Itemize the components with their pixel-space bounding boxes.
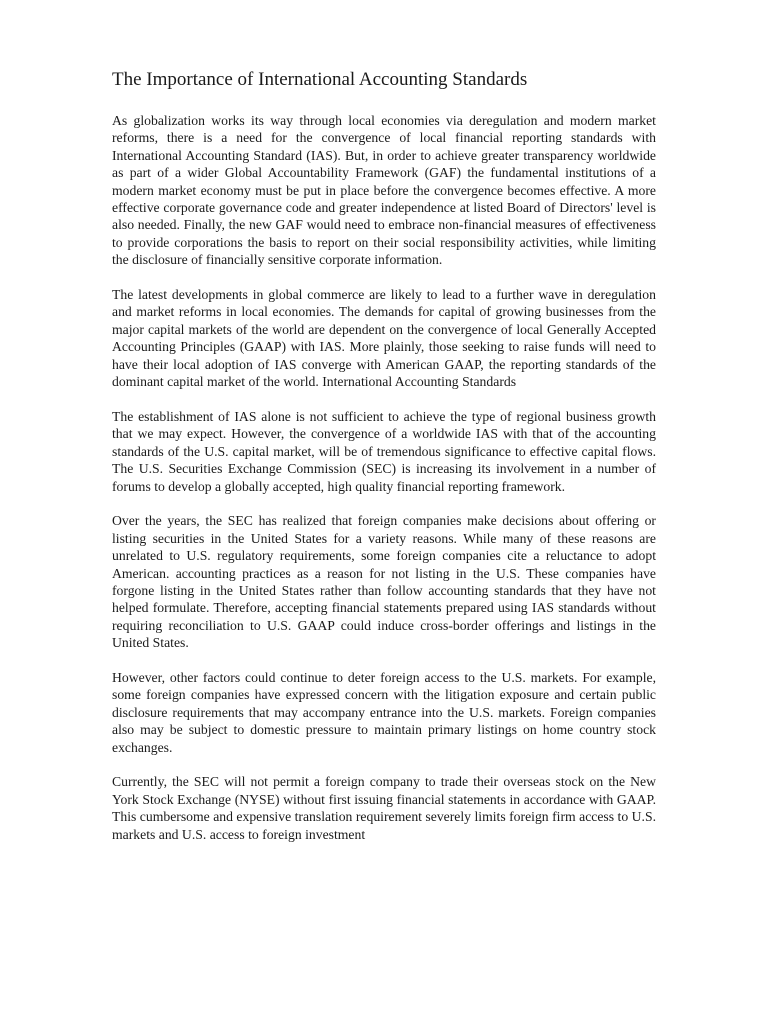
- paragraph-4: Over the years, the SEC has realized that foreign companies make decisions about offering or listing securities in the United States for a variety reasons. While many of these reasons are unrelated to U.S. regulatory requirements, some foreign companies cite a reluctance to adopt American. accounting practices as a reason for not listing in the U.S. These companies have forgone listing in the United States rather than follow accounting standards that they have not helped formulate. Therefore, accepting financial statements prepared using IAS standards without requiring reconciliation to U.S. GAAP could induce cross-border offerings and listings in the United States.: [112, 513, 656, 651]
- paragraph-5: However, other factors could continue to deter foreign access to the U.S. markets. For example, some foreign companies have expressed concern with the litigation exposure and certain public disclosure requirements that may accompany entrance into the U.S. markets. Foreign companies also may be subject to domestic pressure to maintain primary listings on home country stock exchanges.: [112, 669, 656, 755]
- paragraph-2: The latest developments in global commerce are likely to lead to a further wave in deregulation and market reforms in local economies. The demands for capital of growing businesses from the major capital markets of the world are dependent on the convergence of local Generally Accepted Accounting Principles (GAAP) with IAS. More plainly, those seeking to raise funds will need to have their local adoption of IAS converge with American GAAP, the reporting standards of the dominant capital market of the world. International Accounting Standards: [112, 287, 656, 390]
- document-title: The Importance of International Accounting Standards: [112, 69, 528, 90]
- paragraph-3: The establishment of IAS alone is not sufficient to achieve the type of regional business growth that we may expect. However, the convergence of a worldwide IAS with that of the accounting standards of the U.S. capital market, will be of tremendous significance to effective capital flows. The U.S. Securities Exchange Commission (SEC) is increasing its involvement in a number of forums to develop a globally accepted, high quality financial reporting framework.: [112, 408, 656, 494]
- paragraph-6: Currently, the SEC will not permit a foreign company to trade their overseas stock on the New York Stock Exchange (NYSE) without first issuing financial statements in accordance with GAAP. This cumbersome and expensive translation requirement severely limits foreign firm access to U.S. markets and U.S. access to foreign investment: [112, 774, 656, 842]
- paragraph-1: As globalization works its way through local economies via deregulation and modern market reforms, there is a need for the convergence of local financial reporting standards with International Accounting Standard (IAS). But, in order to achieve greater transparency worldwide as part of a wider Global Accountability Framework (GAF) the fundamental institutions of a modern market economy must be put in place before the convergence becomes effective. A more effective corporate governance code and greater independence at listed Board of Directors' level is also needed. Finally, the new GAF would need to embrace non-financial measures of effectiveness to provide corporations the basis to report on their social responsibility activities, while limiting the disclosure of financially sensitive corporate information.: [112, 113, 656, 268]
